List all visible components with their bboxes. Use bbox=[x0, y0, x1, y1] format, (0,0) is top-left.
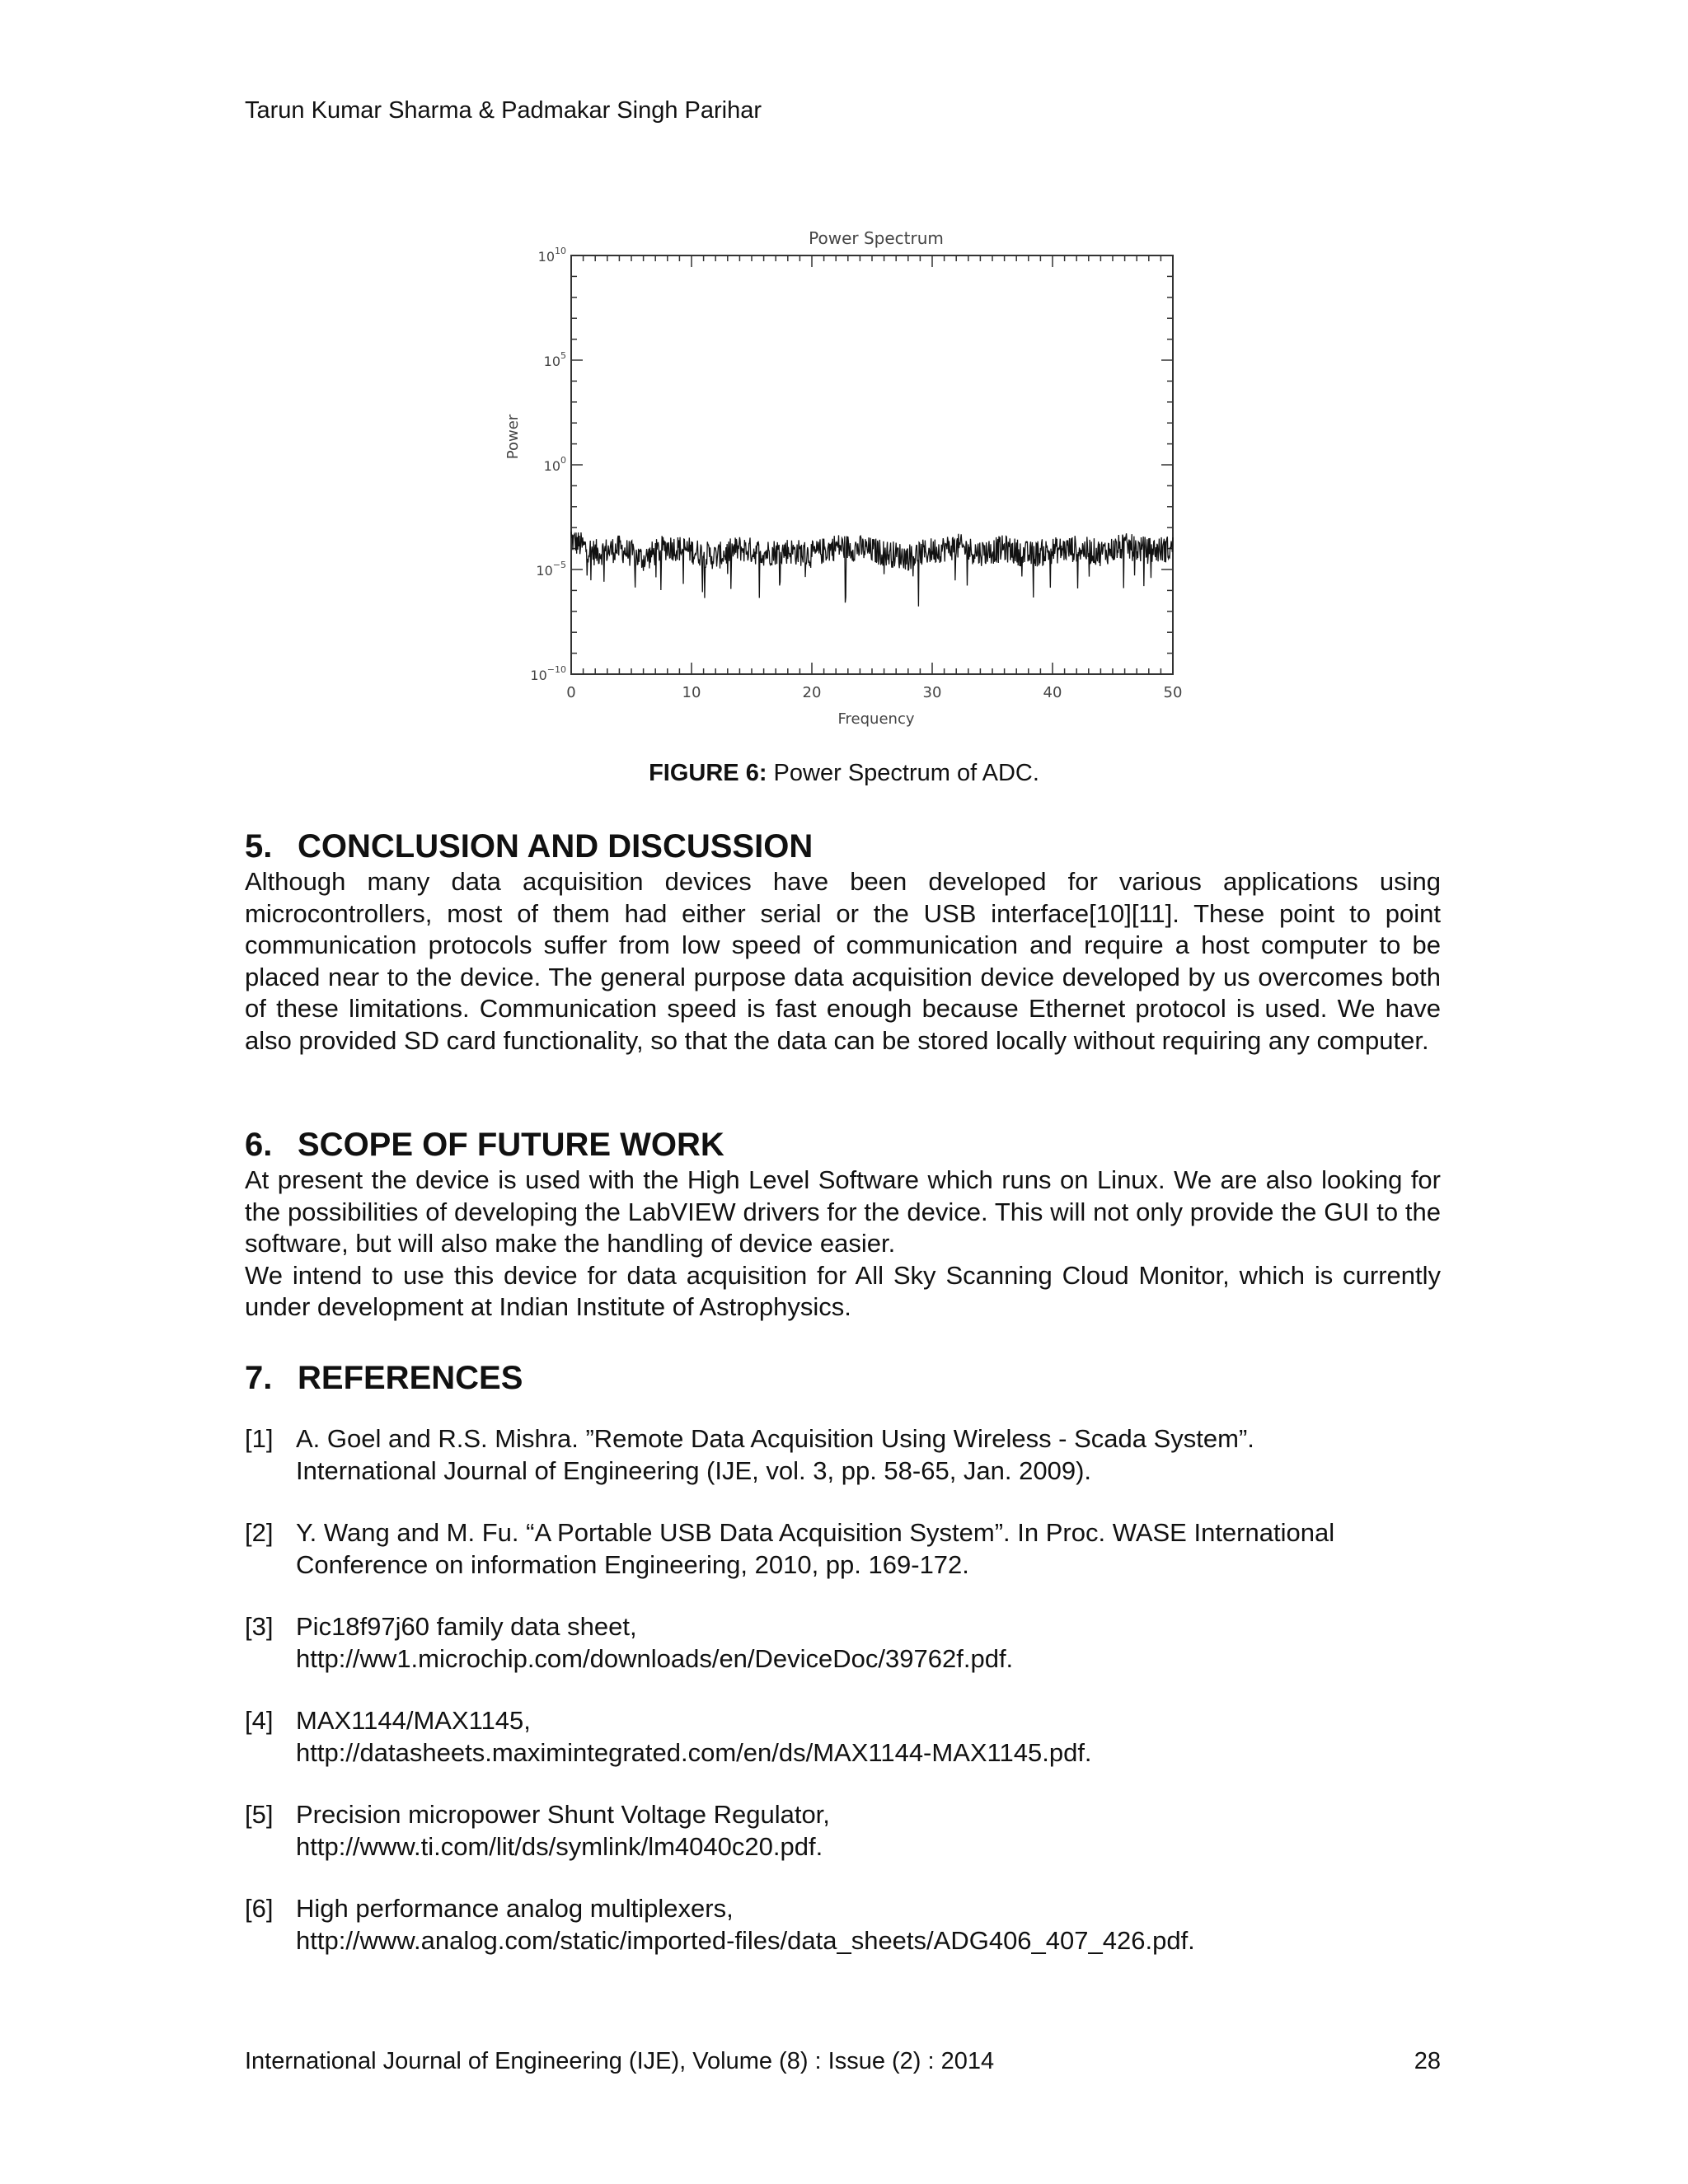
reference-number: [4] bbox=[245, 1706, 274, 1735]
figure-caption bbox=[0, 760, 1688, 787]
figure-caption-label: FIGURE 6: bbox=[649, 760, 767, 786]
x-tick-labels bbox=[566, 684, 1182, 701]
section-number: 6. bbox=[245, 1127, 273, 1163]
y-tick-label: $10^{-10}$ bbox=[530, 664, 566, 683]
section-references bbox=[245, 1358, 1441, 1398]
reference-item bbox=[245, 1799, 1448, 1863]
page-number: 28 bbox=[1414, 2048, 1441, 2074]
footer-journal: International Journal of Engineering (IJE), Volume (8) : Issue (2) : 2014 bbox=[245, 2048, 995, 2074]
section-paragraph: At present the device is used with the High Level Software which runs on Linux. We are also looking for the possibilities of developing the LabVIEW drivers for the device. This will not only provide the GUI to the software, but will also make the handling of device easier. bbox=[245, 1165, 1441, 1258]
running-header: Tarun Kumar Sharma & Padmakar Singh Parihar bbox=[245, 97, 762, 124]
plot-frame bbox=[571, 255, 1173, 674]
section-heading bbox=[245, 827, 1441, 866]
reference-text: MAX1144/MAX1145, bbox=[296, 1706, 531, 1735]
reference-number: [3] bbox=[245, 1612, 274, 1641]
reference-item bbox=[245, 1705, 1448, 1769]
section-paragraph: Although many data acquisition devices have been developed for various applications using microcontrollers, most of them had either serial or the USB interface[10][11]. These point to point communication protocols suffer from low speed of communication and require a host computer to be placed near to the device. The general purpose data acquisition device developed by us overcomes both of these limitations. Communication speed is fast enough because Ethernet protocol is used. We have also provided SD card functionality, so that the data can be stored locally without requiring any computer. bbox=[245, 867, 1441, 1055]
y-tick-labels bbox=[530, 246, 566, 683]
y-tick-label: $10^5$ bbox=[543, 350, 566, 369]
y-tick-label: $10^0$ bbox=[543, 455, 566, 474]
reference-item bbox=[245, 1517, 1448, 1581]
reference-text: A. Goel and R.S. Mishra. ”Remote Data Acquisition Using Wireless - Scada System”. bbox=[296, 1424, 1254, 1453]
x-axis-label: Frequency bbox=[837, 710, 915, 728]
figure-caption-text: Power Spectrum of ADC. bbox=[767, 760, 1039, 786]
reference-item bbox=[245, 1423, 1448, 1487]
axis-ticks bbox=[571, 255, 1173, 674]
reference-list bbox=[245, 1423, 1448, 1987]
section-title: CONCLUSION AND DISCUSSION bbox=[298, 828, 814, 865]
x-tick-label: 30 bbox=[922, 684, 942, 701]
reference-number: [1] bbox=[245, 1424, 274, 1453]
reference-number: [5] bbox=[245, 1800, 274, 1829]
reference-link[interactable]: http://www.analog.com/static/imported-files/data_sheets/ADG406_407_426.pdf. bbox=[296, 1925, 1195, 1955]
y-tick-label: $10^{-5}$ bbox=[536, 560, 566, 579]
reference-item bbox=[245, 1611, 1448, 1675]
section-conclusion bbox=[245, 827, 1441, 1057]
y-tick-label: $10^{10}$ bbox=[537, 246, 566, 265]
reference-link[interactable]: http://www.ti.com/lit/ds/symlink/lm4040c20.pdf. bbox=[296, 1831, 823, 1861]
reference-number: [6] bbox=[245, 1894, 274, 1923]
reference-text: Precision micropower Shunt Voltage Regulator, bbox=[296, 1800, 830, 1829]
reference-link[interactable]: http://ww1.microchip.com/downloads/en/DeviceDoc/39762f.pdf. bbox=[296, 1643, 1014, 1673]
section-future-work bbox=[245, 1125, 1441, 1324]
reference-number: [2] bbox=[245, 1518, 274, 1547]
section-number: 5. bbox=[245, 828, 273, 865]
x-tick-label: 0 bbox=[566, 684, 576, 701]
reference-text: Pic18f97j60 family data sheet, bbox=[296, 1612, 637, 1641]
reference-item bbox=[245, 1893, 1448, 1957]
x-tick-label: 20 bbox=[802, 684, 822, 701]
y-axis-label: Power bbox=[504, 414, 522, 460]
section-heading bbox=[245, 1358, 1441, 1398]
x-tick-label: 10 bbox=[682, 684, 701, 701]
power-spectrum-chart bbox=[486, 218, 1195, 729]
section-paragraph: We intend to use this device for data acquisition for All Sky Scanning Cloud Monitor, which is currently under development at Indian Institute of Astrophysics. bbox=[245, 1260, 1441, 1321]
section-heading bbox=[245, 1125, 1441, 1165]
power-series-line bbox=[571, 532, 1173, 607]
reference-text: Y. Wang and M. Fu. “A Portable USB Data Acquisition System”. In Proc. WASE International bbox=[296, 1518, 1335, 1547]
chart-title: Power Spectrum bbox=[809, 228, 944, 248]
reference-text: High performance analog multiplexers, bbox=[296, 1894, 734, 1923]
reference-text: International Journal of Engineering (IJE, vol. 3, pp. 58-65, Jan. 2009). bbox=[296, 1455, 1092, 1485]
section-title: SCOPE OF FUTURE WORK bbox=[298, 1127, 724, 1163]
section-title: REFERENCES bbox=[298, 1360, 523, 1396]
reference-link[interactable]: http://datasheets.maximintegrated.com/en/ds/MAX1144-MAX1145.pdf. bbox=[296, 1737, 1092, 1767]
section-number: 7. bbox=[245, 1360, 273, 1396]
page-footer bbox=[245, 2048, 1441, 2075]
x-tick-label: 50 bbox=[1163, 684, 1183, 701]
x-tick-label: 40 bbox=[1043, 684, 1062, 701]
reference-text: Conference on information Engineering, 2010, pp. 169-172. bbox=[296, 1549, 969, 1579]
